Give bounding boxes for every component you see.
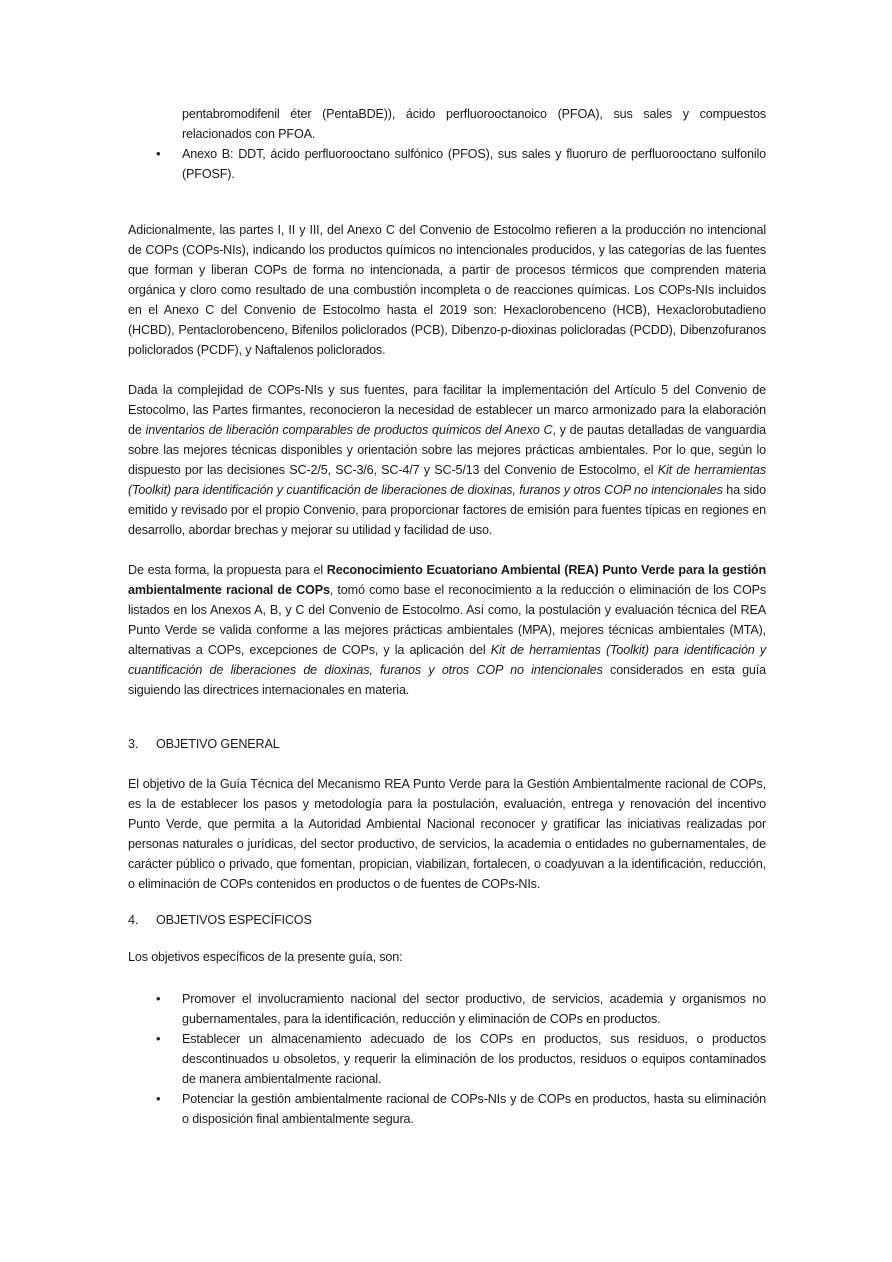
annex-a-continuation: pentabromodifenil éter (PentaBDE)), ácido perfluorooctanoico (PFOA), sus sales y compuestos relacionados con PFOA. <box>182 107 766 141</box>
list-item: • Promover el involucramiento nacional del sector productivo, de servicios, academia y organismos no gubernamentales, para la identificación, reducción y eliminación de COPs en productos. <box>156 991 766 1026</box>
section-heading-objetivo-general: 3. OBJETIVO GENERAL <box>128 737 280 751</box>
section-heading-objetivos-especificos: 4. OBJETIVOS ESPECÍFICOS <box>128 913 312 927</box>
paragraph-propuesta: De esta forma, la propuesta para el Reconocimiento Ecuatoriano Ambiental (REA) Punto Verde para la gestión ambientalmente racional de COPs, tomó como base el reconocimiento a la reducción o eliminación de los COPs listados en los Anexos A, B, y C del Convenio de Estocolmo. Así como, la postulación y evaluación técnica del REA Punto Verde se valida conforme a las mejores prácticas ambientales (MPA), mejores técnicas ambientales (MTA), alternativas a COPs, excepciones de COPs, y la aplicación del Kit de herramientas (Toolkit) para identificación y cuantificación de liberaciones de dioxinas, furanos y otros COP no intencionales considerados en esta guía siguiendo las directrices internacionales en materia. <box>128 563 767 697</box>
bullet-annex-b <box>128 144 766 184</box>
italic-toolkit-2: Kit de herramientas (Toolkit) para identificación y cuantificación de liberaciones de dioxinas, furanos y otros COP no intencionales <box>128 643 767 677</box>
objetivos-intro: Los objetivos específicos de la presente guía, son: <box>128 950 403 964</box>
document-page <box>128 104 766 1129</box>
bullet-icon: • <box>156 146 161 161</box>
italic-toolkit: Kit de herramientas (Toolkit) para identificación y cuantificación de liberaciones de dioxinas, furanos y otros COP no intencionales <box>128 463 766 497</box>
paragraph-complejidad: Dada la complejidad de COPs-NIs y sus fuentes, para facilitar la implementación del Artículo 5 del Convenio de Estocolmo, las Partes firmantes, reconocieron la necesidad de establecer un marco armonizado para la elaboración de inventarios de liberación comparables de productos químicos del Anexo C, y de pautas detalladas de vanguardia sobre las mejores técnicas disponibles y orientación sobre las mejores prácticas ambientales. Por lo que, según lo dispuesto por las decisiones SC-2/5, SC-3/6, SC-4/7 y SC-5/13 del Convenio de Estocolmo, el Kit de herramientas (Toolkit) para identificación y cuantificación de liberaciones de dioxinas, furanos y otros COP no intencionales ha sido emitido y revisado por el propio Convenio, para proporcionar factores de emisión para fuentes típicas en regiones en desarrollo, abordar brechas y mejorar su utilidad y facilidad de uso. <box>128 383 767 537</box>
bullet-text: Anexo B: DDT, ácido perfluorooctano sulfónico (PFOS), sus sales y fluoruro de perfluorooctano sulfonilo (PFOSF). <box>182 147 766 181</box>
list-item: • Potenciar la gestión ambientalmente racional de COPs-NIs y de COPs en productos, hasta su eliminación o disposición final ambientalmente segura. <box>156 1091 766 1126</box>
list-item: • Establecer un almacenamiento adecuado de los COPs en productos, sus residuos, o productos descontinuados u obsoletos, y requerir la eliminación de los productos, residuos o equipos contaminados de manera ambientalmente racional. <box>156 1031 766 1086</box>
paragraph-anexo-c: Adicionalmente, las partes I, II y III, del Anexo C del Convenio de Estocolmo refieren a la producción no intencional de COPs (COPs-NIs), indicando los productos químicos no intencionales producidos, y las categorías de las fuentes que forman y liberan COPs de forma no intencionada, a partir de procesos térmicos que comprenden materia orgánica y cloro como resultado de una combustión incompleta o de reacciones químicas. Los COPs-NIs incluidos en el Anexo C del Convenio de Estocolmo hasta el 2019 son: Hexaclorobenceno (HCB), Hexaclorobutadieno (HCBD), Pentaclorobenceno, Bifenilos policlorados (PCB), Dibenzo-p-dioxinas policloradas (PCDD), Dibenzofuranos policlorados (PCDF), y Naftalenos policlorados. <box>128 223 766 357</box>
bullet-icon: • <box>156 1031 161 1046</box>
paragraph-objetivo-general: El objetivo de la Guía Técnica del Mecanismo REA Punto Verde para la Gestión Ambientalmente racional de COPs, es la de establecer los pasos y metodología para la postulación, evaluación, entrega y renovación del incentivo Punto Verde, que permita a la Autoridad Ambiental Nacional reconocer y gratificar las iniciativas realizadas por personas naturales o jurídicas, del sector productivo, de servicios, la academia o entidades no gubernamentales, de carácter público o privado, que fomentan, propician, viabilizan, fortalecen, o coadyuvan a la identificación, reducción, o eliminación de COPs contenidos en productos o de fuentes de COPs-NIs. <box>128 777 766 891</box>
bullet-icon: • <box>156 991 161 1006</box>
bold-rea-punto-verde: Reconocimiento Ecuatoriano Ambiental (REA) Punto Verde para la gestión ambientalmente racional de COPs <box>128 563 766 597</box>
bullet-icon: • <box>156 1091 161 1106</box>
italic-inventarios: inventarios de liberación comparables de productos químicos del Anexo C <box>145 423 553 437</box>
